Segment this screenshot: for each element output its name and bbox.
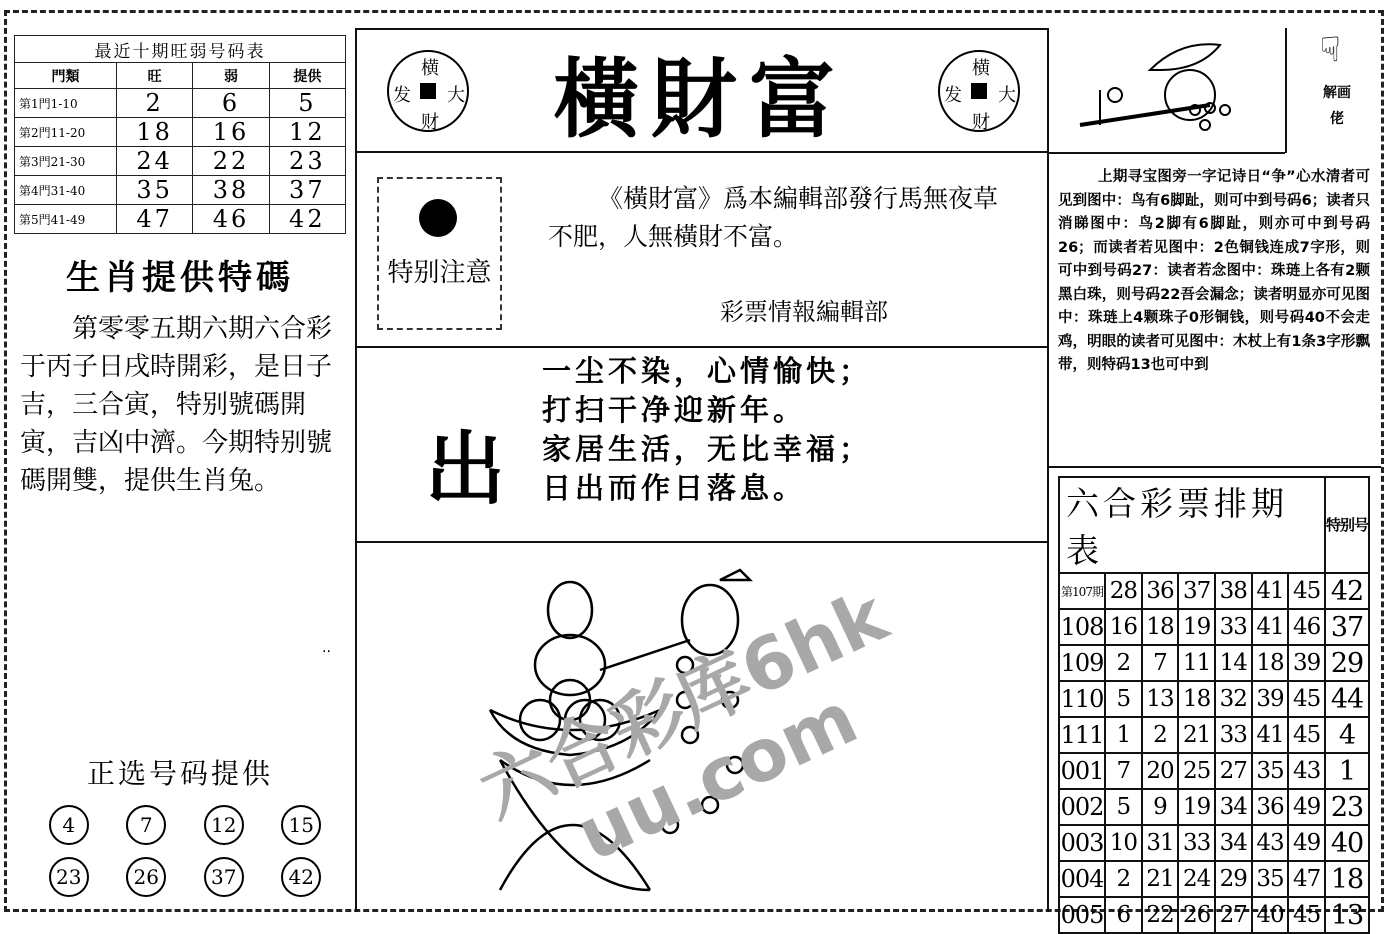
special-number-cell: 4 bbox=[1325, 717, 1369, 753]
gourd-fruit-illustration bbox=[480, 560, 780, 905]
period-cell: 002 bbox=[1059, 789, 1105, 825]
number-cell: 43 bbox=[1288, 753, 1325, 789]
divider bbox=[355, 346, 1049, 348]
table-row bbox=[1059, 609, 1369, 645]
divider bbox=[355, 28, 357, 912]
coin-char: 发 bbox=[944, 85, 962, 106]
number-cell: 2 bbox=[1105, 861, 1142, 897]
number-cell: 9 bbox=[1142, 789, 1179, 825]
number-cell: 38 bbox=[193, 176, 269, 205]
number-cell: 21 bbox=[1178, 717, 1215, 753]
number-cell: 41 bbox=[1252, 573, 1289, 609]
table-row bbox=[15, 147, 346, 176]
notice-box bbox=[377, 177, 502, 330]
period-cell: 108 bbox=[1059, 609, 1105, 645]
number-cell: 37 bbox=[269, 176, 345, 205]
bomb-icon bbox=[419, 199, 457, 237]
number-cell: 33 bbox=[1215, 609, 1252, 645]
table-row bbox=[15, 176, 346, 205]
coin-icon bbox=[938, 50, 1020, 132]
key-character: 出 bbox=[425, 423, 505, 516]
number-cell: 39 bbox=[1252, 681, 1289, 717]
special-number-cell: 18 bbox=[1325, 861, 1369, 897]
table-row bbox=[1059, 789, 1369, 825]
number-cell: 18 bbox=[1178, 681, 1215, 717]
pick-number-ball: 23 bbox=[49, 857, 89, 897]
number-cell: 49 bbox=[1288, 789, 1325, 825]
number-cell: 22 bbox=[193, 147, 269, 176]
number-cell: 26 bbox=[1178, 897, 1215, 933]
zodiac-heading: 生肖提供特碼 bbox=[66, 258, 294, 298]
column-header: 旺 bbox=[117, 63, 193, 89]
period-cell: 003 bbox=[1059, 825, 1105, 861]
number-cell: 6 bbox=[193, 89, 269, 118]
table-row bbox=[1059, 897, 1369, 933]
pick-number-ball: 4 bbox=[49, 805, 89, 845]
special-number-cell: 29 bbox=[1325, 645, 1369, 681]
row-label: 第1門1-10 bbox=[15, 89, 117, 118]
number-cell: 24 bbox=[117, 147, 193, 176]
table-row bbox=[1059, 717, 1369, 753]
number-cell: 40 bbox=[1252, 897, 1289, 933]
number-cell: 2 bbox=[1142, 717, 1179, 753]
number-cell: 31 bbox=[1142, 825, 1179, 861]
special-number-cell: 42 bbox=[1325, 573, 1369, 609]
number-cell: 37 bbox=[1178, 573, 1215, 609]
column-header: 門類 bbox=[15, 63, 117, 89]
pick-number-ball: 37 bbox=[204, 857, 244, 897]
page-title: 橫財富 bbox=[553, 49, 847, 150]
period-cell: 005 bbox=[1059, 897, 1105, 933]
number-cell: 35 bbox=[117, 176, 193, 205]
zodiac-text: 第零零五期六期六合彩于丙子日戌時開彩，是日子吉，三合寅，特别號碼開寅，吉凶中濟。今期特别號碼開雙，提供生肖兔。 bbox=[20, 314, 333, 496]
table-caption: 最近十期旺弱号码表 bbox=[15, 36, 346, 63]
special-number-cell: 44 bbox=[1325, 681, 1369, 717]
number-cell: 41 bbox=[1252, 717, 1289, 753]
divider bbox=[355, 541, 1049, 543]
table-row bbox=[15, 89, 346, 118]
picks-heading: 正选号码提供 bbox=[86, 757, 273, 790]
special-number-cell: 23 bbox=[1325, 789, 1369, 825]
period-cell: 110 bbox=[1059, 681, 1105, 717]
number-cell: 47 bbox=[1288, 861, 1325, 897]
pick-number-ball: 15 bbox=[281, 805, 321, 845]
table-row bbox=[1059, 681, 1369, 717]
picks-grid bbox=[30, 805, 340, 897]
column-header: 提供 bbox=[269, 63, 345, 89]
pick-number-ball: 7 bbox=[126, 805, 166, 845]
table-row bbox=[1059, 753, 1369, 789]
number-cell: 24 bbox=[1178, 861, 1215, 897]
dots: .. bbox=[322, 640, 331, 656]
number-cell: 35 bbox=[1252, 753, 1289, 789]
number-cell: 38 bbox=[1215, 573, 1252, 609]
number-cell: 28 bbox=[1105, 573, 1142, 609]
special-number-cell: 13 bbox=[1325, 897, 1369, 933]
intro-text bbox=[548, 180, 1018, 256]
number-cell: 19 bbox=[1178, 789, 1215, 825]
number-cell: 45 bbox=[1288, 717, 1325, 753]
number-cell: 16 bbox=[193, 118, 269, 147]
coin-char: 财 bbox=[972, 112, 990, 133]
period-cell: 第107期 bbox=[1059, 573, 1105, 609]
period-cell: 004 bbox=[1059, 861, 1105, 897]
number-cell: 45 bbox=[1288, 897, 1325, 933]
row-label: 第5門41-49 bbox=[15, 205, 117, 234]
number-cell: 20 bbox=[1142, 753, 1179, 789]
number-cell: 10 bbox=[1105, 825, 1142, 861]
watermark: 六合彩库6hkuu.com bbox=[467, 573, 899, 878]
number-cell: 36 bbox=[1142, 573, 1179, 609]
number-cell: 23 bbox=[269, 147, 345, 176]
number-cell: 6 bbox=[1105, 897, 1142, 933]
number-cell: 2 bbox=[117, 89, 193, 118]
number-cell: 33 bbox=[1215, 717, 1252, 753]
number-cell: 12 bbox=[269, 118, 345, 147]
table-row bbox=[15, 118, 346, 147]
coin-char: 横 bbox=[972, 58, 990, 79]
table-row bbox=[15, 205, 346, 234]
coin-icon bbox=[387, 50, 469, 132]
table-row bbox=[1059, 825, 1369, 861]
number-cell: 1 bbox=[1105, 717, 1142, 753]
number-cell: 33 bbox=[1178, 825, 1215, 861]
period-cell: 001 bbox=[1059, 753, 1105, 789]
poem-line: 家居生活，无比幸福； bbox=[542, 432, 873, 466]
table-row bbox=[1059, 573, 1369, 609]
number-cell: 21 bbox=[1142, 861, 1179, 897]
table-row bbox=[1059, 861, 1369, 897]
number-cell: 18 bbox=[117, 118, 193, 147]
notice-label: 特别注意 bbox=[387, 258, 492, 288]
number-cell: 11 bbox=[1178, 645, 1215, 681]
number-cell: 35 bbox=[1252, 861, 1289, 897]
number-cell: 18 bbox=[1142, 609, 1179, 645]
pick-number-ball: 26 bbox=[126, 857, 166, 897]
riddle-text: 上期寻宝图旁一字记诗日“争”心水清者可见到图中：鸟有6脚趾，则可中到号码6；读者只消睇图中：鸟2脚有6脚趾，则亦可中到号码26；而读者若见图中：2色铜钱连成7字形，则可中到号码27：读者若念图中：珠琏上各有2颗黑白珠，则号码22吾会漏念；读者明显亦可见图中：珠琏上4颗珠子0形铜钱，则号码40不会走鸡，明眼的读者可见图中：木杖上有1条3字形飘带，则特码13也可中到 bbox=[1058, 169, 1370, 373]
row-label: 第4門31-40 bbox=[15, 176, 117, 205]
number-cell: 18 bbox=[1252, 645, 1289, 681]
divider bbox=[1047, 466, 1381, 468]
signature: 彩票情報編輯部 bbox=[720, 298, 888, 326]
number-cell: 7 bbox=[1105, 753, 1142, 789]
divider bbox=[1285, 28, 1287, 153]
divider bbox=[1047, 28, 1049, 912]
row-label: 第3門21-30 bbox=[15, 147, 117, 176]
number-cell: 22 bbox=[1142, 897, 1179, 933]
pick-number-ball: 42 bbox=[281, 857, 321, 897]
number-cell: 5 bbox=[1105, 789, 1142, 825]
number-cell: 25 bbox=[1178, 753, 1215, 789]
weak-strong-table bbox=[14, 35, 346, 234]
coin-char: 发 bbox=[393, 85, 411, 106]
number-cell: 39 bbox=[1288, 645, 1325, 681]
number-cell: 2 bbox=[1105, 645, 1142, 681]
number-cell: 42 bbox=[269, 205, 345, 234]
number-cell: 27 bbox=[1215, 753, 1252, 789]
coin-char: 横 bbox=[421, 58, 439, 79]
number-cell: 43 bbox=[1252, 825, 1289, 861]
number-cell: 13 bbox=[1142, 681, 1179, 717]
period-cell: 109 bbox=[1059, 645, 1105, 681]
number-cell: 5 bbox=[1105, 681, 1142, 717]
poem-line: 打扫干净迎新年。 bbox=[542, 393, 807, 427]
number-cell: 5 bbox=[269, 89, 345, 118]
column-header: 弱 bbox=[193, 63, 269, 89]
draw-schedule-table bbox=[1058, 476, 1370, 934]
bird-illustration bbox=[1070, 30, 1280, 145]
poem-line: 一尘不染，心情愉快； bbox=[542, 354, 873, 388]
period-cell: 111 bbox=[1059, 717, 1105, 753]
number-cell: 34 bbox=[1215, 825, 1252, 861]
row-label: 第2門11-20 bbox=[15, 118, 117, 147]
special-number-header: 特别号 bbox=[1325, 477, 1369, 573]
pointing-hand-icon: ☟ bbox=[1320, 30, 1341, 70]
number-cell: 27 bbox=[1215, 897, 1252, 933]
intro-body: 《橫財富》爲本編輯部發行馬無夜草不肥，人無橫財不富。 bbox=[548, 184, 999, 251]
number-cell: 14 bbox=[1215, 645, 1252, 681]
riddle-side-label: 解画佬 bbox=[1323, 85, 1351, 127]
number-cell: 29 bbox=[1215, 861, 1252, 897]
number-cell: 46 bbox=[193, 205, 269, 234]
table-row bbox=[1059, 645, 1369, 681]
number-cell: 41 bbox=[1252, 609, 1289, 645]
poem-line: 日出而作日落息。 bbox=[542, 471, 807, 505]
divider bbox=[1047, 152, 1285, 154]
number-cell: 45 bbox=[1288, 573, 1325, 609]
number-cell: 19 bbox=[1178, 609, 1215, 645]
coin-char: 大 bbox=[998, 85, 1016, 106]
special-number-cell: 37 bbox=[1325, 609, 1369, 645]
number-cell: 45 bbox=[1288, 681, 1325, 717]
number-cell: 7 bbox=[1142, 645, 1179, 681]
number-cell: 49 bbox=[1288, 825, 1325, 861]
poem bbox=[542, 352, 872, 508]
number-cell: 36 bbox=[1252, 789, 1289, 825]
coin-char: 财 bbox=[421, 112, 439, 133]
special-number-cell: 1 bbox=[1325, 753, 1369, 789]
special-number-cell: 40 bbox=[1325, 825, 1369, 861]
coin-char: 大 bbox=[447, 85, 465, 106]
number-cell: 32 bbox=[1215, 681, 1252, 717]
number-cell: 16 bbox=[1105, 609, 1142, 645]
number-cell: 34 bbox=[1215, 789, 1252, 825]
number-cell: 46 bbox=[1288, 609, 1325, 645]
schedule-title: 六合彩票排期表 bbox=[1059, 477, 1325, 573]
pick-number-ball: 12 bbox=[204, 805, 244, 845]
number-cell: 47 bbox=[117, 205, 193, 234]
